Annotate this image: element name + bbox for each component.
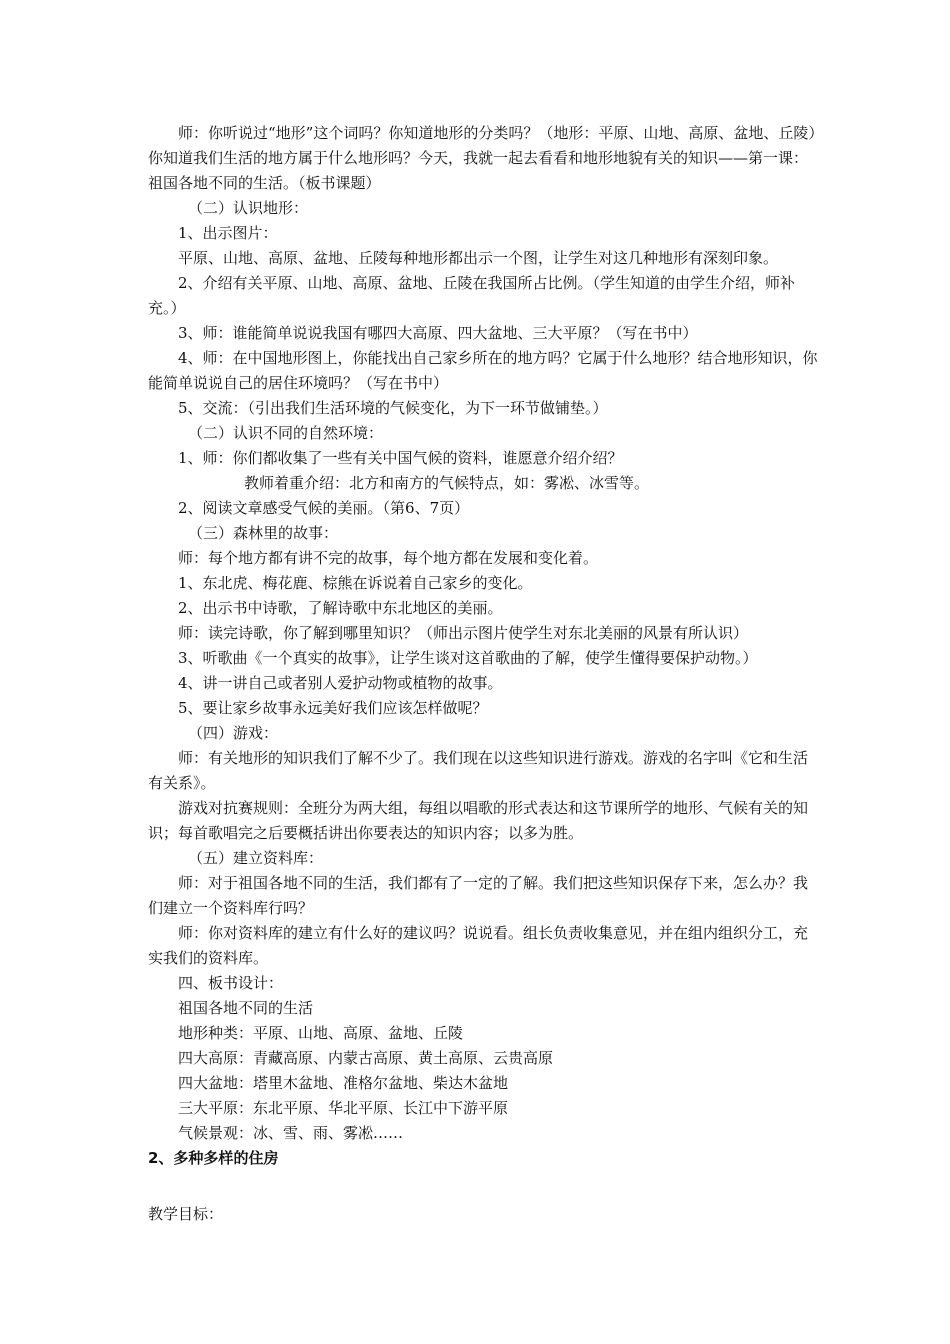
paragraph: 2、阅读文章感受气候的美丽。（第6、7页） (178, 499, 470, 517)
paragraph: 教师着重介绍：北方和南方的气候特点，如：雾凇、冰雪等。 (244, 474, 650, 492)
board-title: 祖国各地不同的生活 (178, 999, 314, 1017)
paragraph: 平原、山地、高原、盆地、丘陵每种地形都出示一个图，让学生对这几种地形有深刻印象。 (178, 249, 779, 267)
paragraph: 1、东北虎、梅花鹿、棕熊在诉说着自己家乡的变化。 (178, 574, 533, 592)
paragraph: 3、师：谁能简单说说我国有哪四大高原、四大盆地、三大平原？（写在书中） (178, 324, 698, 342)
subheading: （三）森林里的故事： (188, 524, 339, 542)
paragraph: 5、要让家乡故事永远美好我们应该怎样做呢？ (178, 699, 488, 717)
subheading: （四）游戏： (188, 724, 279, 742)
paragraph: 师：对于祖国各地不同的生活，我们都有了一定的了解。我们把这些知识保存下来，怎么办？我们建立一个资料库行吗？ (148, 874, 809, 917)
board-line: 三大平原：东北平原、华北平原、长江中下游平原 (178, 1099, 509, 1117)
board-line: 气候景观：冰、雪、雨、雾凇…… (178, 1124, 404, 1142)
subheading: （二）认识地形： (188, 199, 309, 217)
paragraph: 3、听歌曲《一个真实的故事》，让学生谈对这首歌曲的了解，使学生懂得要保护动物。） (178, 649, 758, 667)
board-line: 四大盆地：塔里木盆地、准格尔盆地、柴达木盆地 (178, 1074, 509, 1092)
paragraph: 5、交流：（引出我们生活环境的气候变化，为下一环节做铺垫。） (178, 399, 608, 417)
paragraph: 师：每个地方都有讲不完的故事，每个地方都在发展和变化着。 (178, 549, 599, 567)
paragraph: 师：有关地形的知识我们了解不少了。我们现在以这些知识进行游戏。游戏的名字叫《它和生活有关系》。 (148, 749, 809, 792)
board-line: 地形种类：平原、山地、高原、盆地、丘陵 (178, 1024, 464, 1042)
spacer (148, 1171, 818, 1196)
paragraph: 师：读完诗歌，你了解到哪里知识？（师出示图片使学生对东北美丽的风景有所认识） (178, 624, 749, 642)
paragraph: 1、出示图片： (178, 224, 278, 242)
paragraph: 游戏对抗赛规则：全班分为两大组，每组以唱歌的形式表达和这节课所学的地形、气候有关的知识；每首歌唱完之后要概括讲出你要表达的知识内容；以多为胜。 (148, 799, 809, 842)
subheading: （二）认识不同的自然环境： (188, 424, 384, 442)
board-line: 四大高原：青藏高原、内蒙古高原、黄土高原、云贵高原 (178, 1049, 554, 1067)
paragraph: 2、出示书中诗歌，了解诗歌中东北地区的美丽。 (178, 599, 503, 617)
teaching-goals-label: 教学目标： (148, 1205, 224, 1223)
paragraph: 师：你对资料库的建立有什么好的建议吗？说说看。组长负责收集意见，并在组内组织分工，充实我们的资料库。 (148, 924, 809, 967)
section-heading: 2、多种多样的住房 (148, 1149, 279, 1167)
paragraph: 1、师：你们都收集了一些有关中国气候的资料，谁愿意介绍介绍？ (178, 449, 623, 467)
subheading: 四、板书设计： (178, 974, 284, 992)
paragraph: 4、师：在中国地形图上，你能找出自己家乡所在的地方吗？它属于什么地形？结合地形知识，你能简单说说自己的居住环境吗？（写在书中） (148, 349, 818, 392)
document-body (148, 121, 818, 1227)
paragraph: 师：你听说过“地形”这个词吗？你知道地形的分类吗？（地形：平原、山地、高原、盆地、丘陵）你知道我们生活的地方属于什么地形吗？今天，我就一起去看看和地形地貌有关的知识——第一课：祖国各地不同的生活。（板书课题） (148, 124, 816, 192)
paragraph: 4、讲一讲自己或者别人爱护动物或植物的故事。 (178, 674, 503, 692)
paragraph: 2、介绍有关平原、山地、高原、盆地、丘陵在我国所占比例。（学生知道的由学生介绍，师补充。） (148, 274, 796, 317)
subheading: （五）建立资料库： (188, 849, 324, 867)
